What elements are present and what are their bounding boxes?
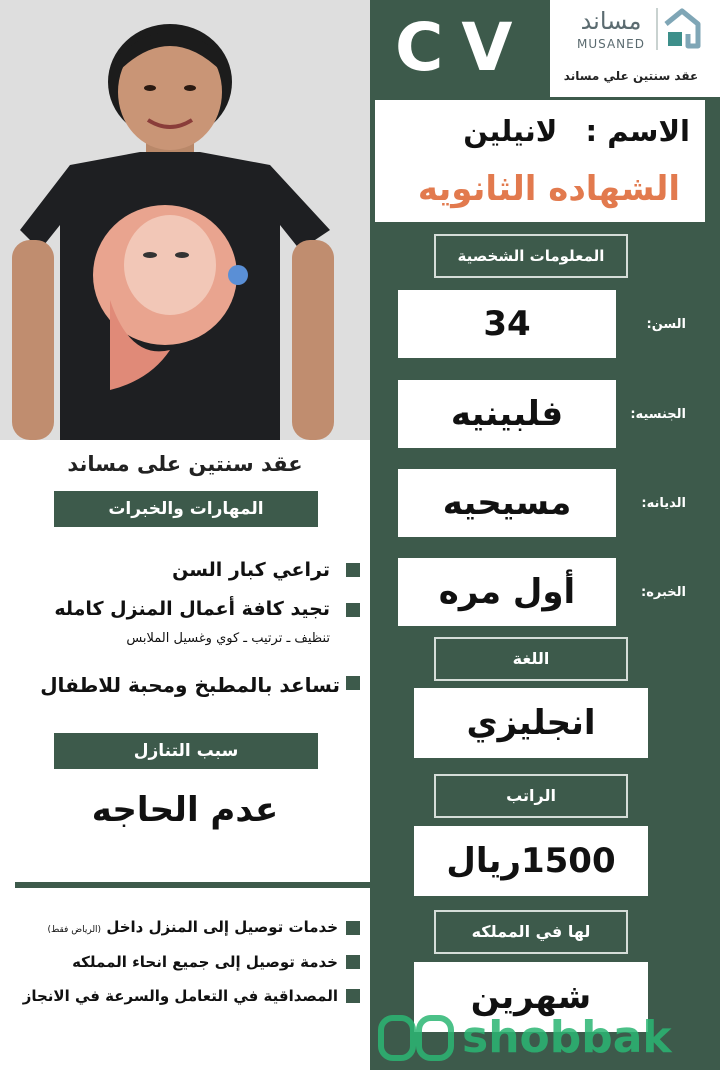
logo-divider [656, 8, 658, 50]
service-item: المصداقية في التعامل والسرعة في الانجاز [22, 987, 338, 1005]
language-value: انجليزي [414, 688, 648, 758]
age-label: السن: [646, 317, 686, 332]
bullet-icon [346, 563, 360, 577]
logo-tagline: عقد سنتين علي مساند [563, 69, 699, 83]
service-item: خدمة توصيل إلى جميع انحاء المملكه [72, 953, 338, 971]
in-kingdom-header: لها في المملكه [434, 910, 628, 954]
portrait-illustration [0, 0, 370, 440]
logo-english-text: MUSANED [577, 37, 645, 51]
education-value: الشهاده الثانويه [417, 169, 680, 209]
skills-header: المهارات والخبرات [54, 491, 318, 527]
bullet-icon [346, 921, 360, 935]
reason-header: سبب التنازل [54, 733, 318, 769]
service-text: خدمات توصيل إلى المنزل داخل [106, 918, 338, 936]
watermark-text: shobbak [462, 1012, 672, 1063]
cv-title: CV [395, 9, 531, 86]
name-value: لانيلين [463, 114, 558, 148]
salary-header: الراتب [434, 774, 628, 818]
bullet-icon [346, 955, 360, 969]
experience-label: الخبره: [641, 585, 686, 600]
salary-value: 1500ريال [414, 826, 648, 896]
bullet-icon [346, 676, 360, 690]
skill-item: تراعي كبار السن [172, 559, 330, 581]
language-header: اللغة [434, 637, 628, 681]
logo-arabic-text: مساند [580, 7, 642, 35]
candidate-photo [0, 0, 370, 440]
personal-info-header: المعلومات الشخصية [434, 234, 628, 278]
contract-title: عقد سنتين على مساند [67, 452, 303, 476]
bullet-icon [346, 989, 360, 1003]
skill-subitem: تنظيف ـ ترتيب ـ كوي وغسيل الملابس [126, 631, 330, 646]
religion-value: مسيحيه [398, 469, 616, 537]
service-item [20, 912, 338, 942]
name-row [380, 106, 690, 156]
section-divider [15, 882, 370, 888]
in-kingdom-value: شهرين [414, 962, 648, 1032]
reason-value: عدم الحاجه [91, 790, 279, 830]
religion-label: الديانه: [641, 496, 686, 511]
bullet-icon [346, 603, 360, 617]
musaned-house-icon [662, 6, 702, 50]
service-note: (الرياض فقط) [47, 925, 102, 935]
skill-item: تجيد كافة أعمال المنزل كامله [54, 598, 330, 620]
experience-value: أول مره [398, 558, 616, 626]
age-value: 34 [398, 290, 616, 358]
skill-item: تساعد بالمطبخ ومحبة للاطفال [40, 673, 340, 697]
nationality-value: فلبينيه [398, 380, 616, 448]
name-label: الاسم : [585, 114, 690, 148]
nationality-label: الجنسيه: [630, 407, 686, 422]
